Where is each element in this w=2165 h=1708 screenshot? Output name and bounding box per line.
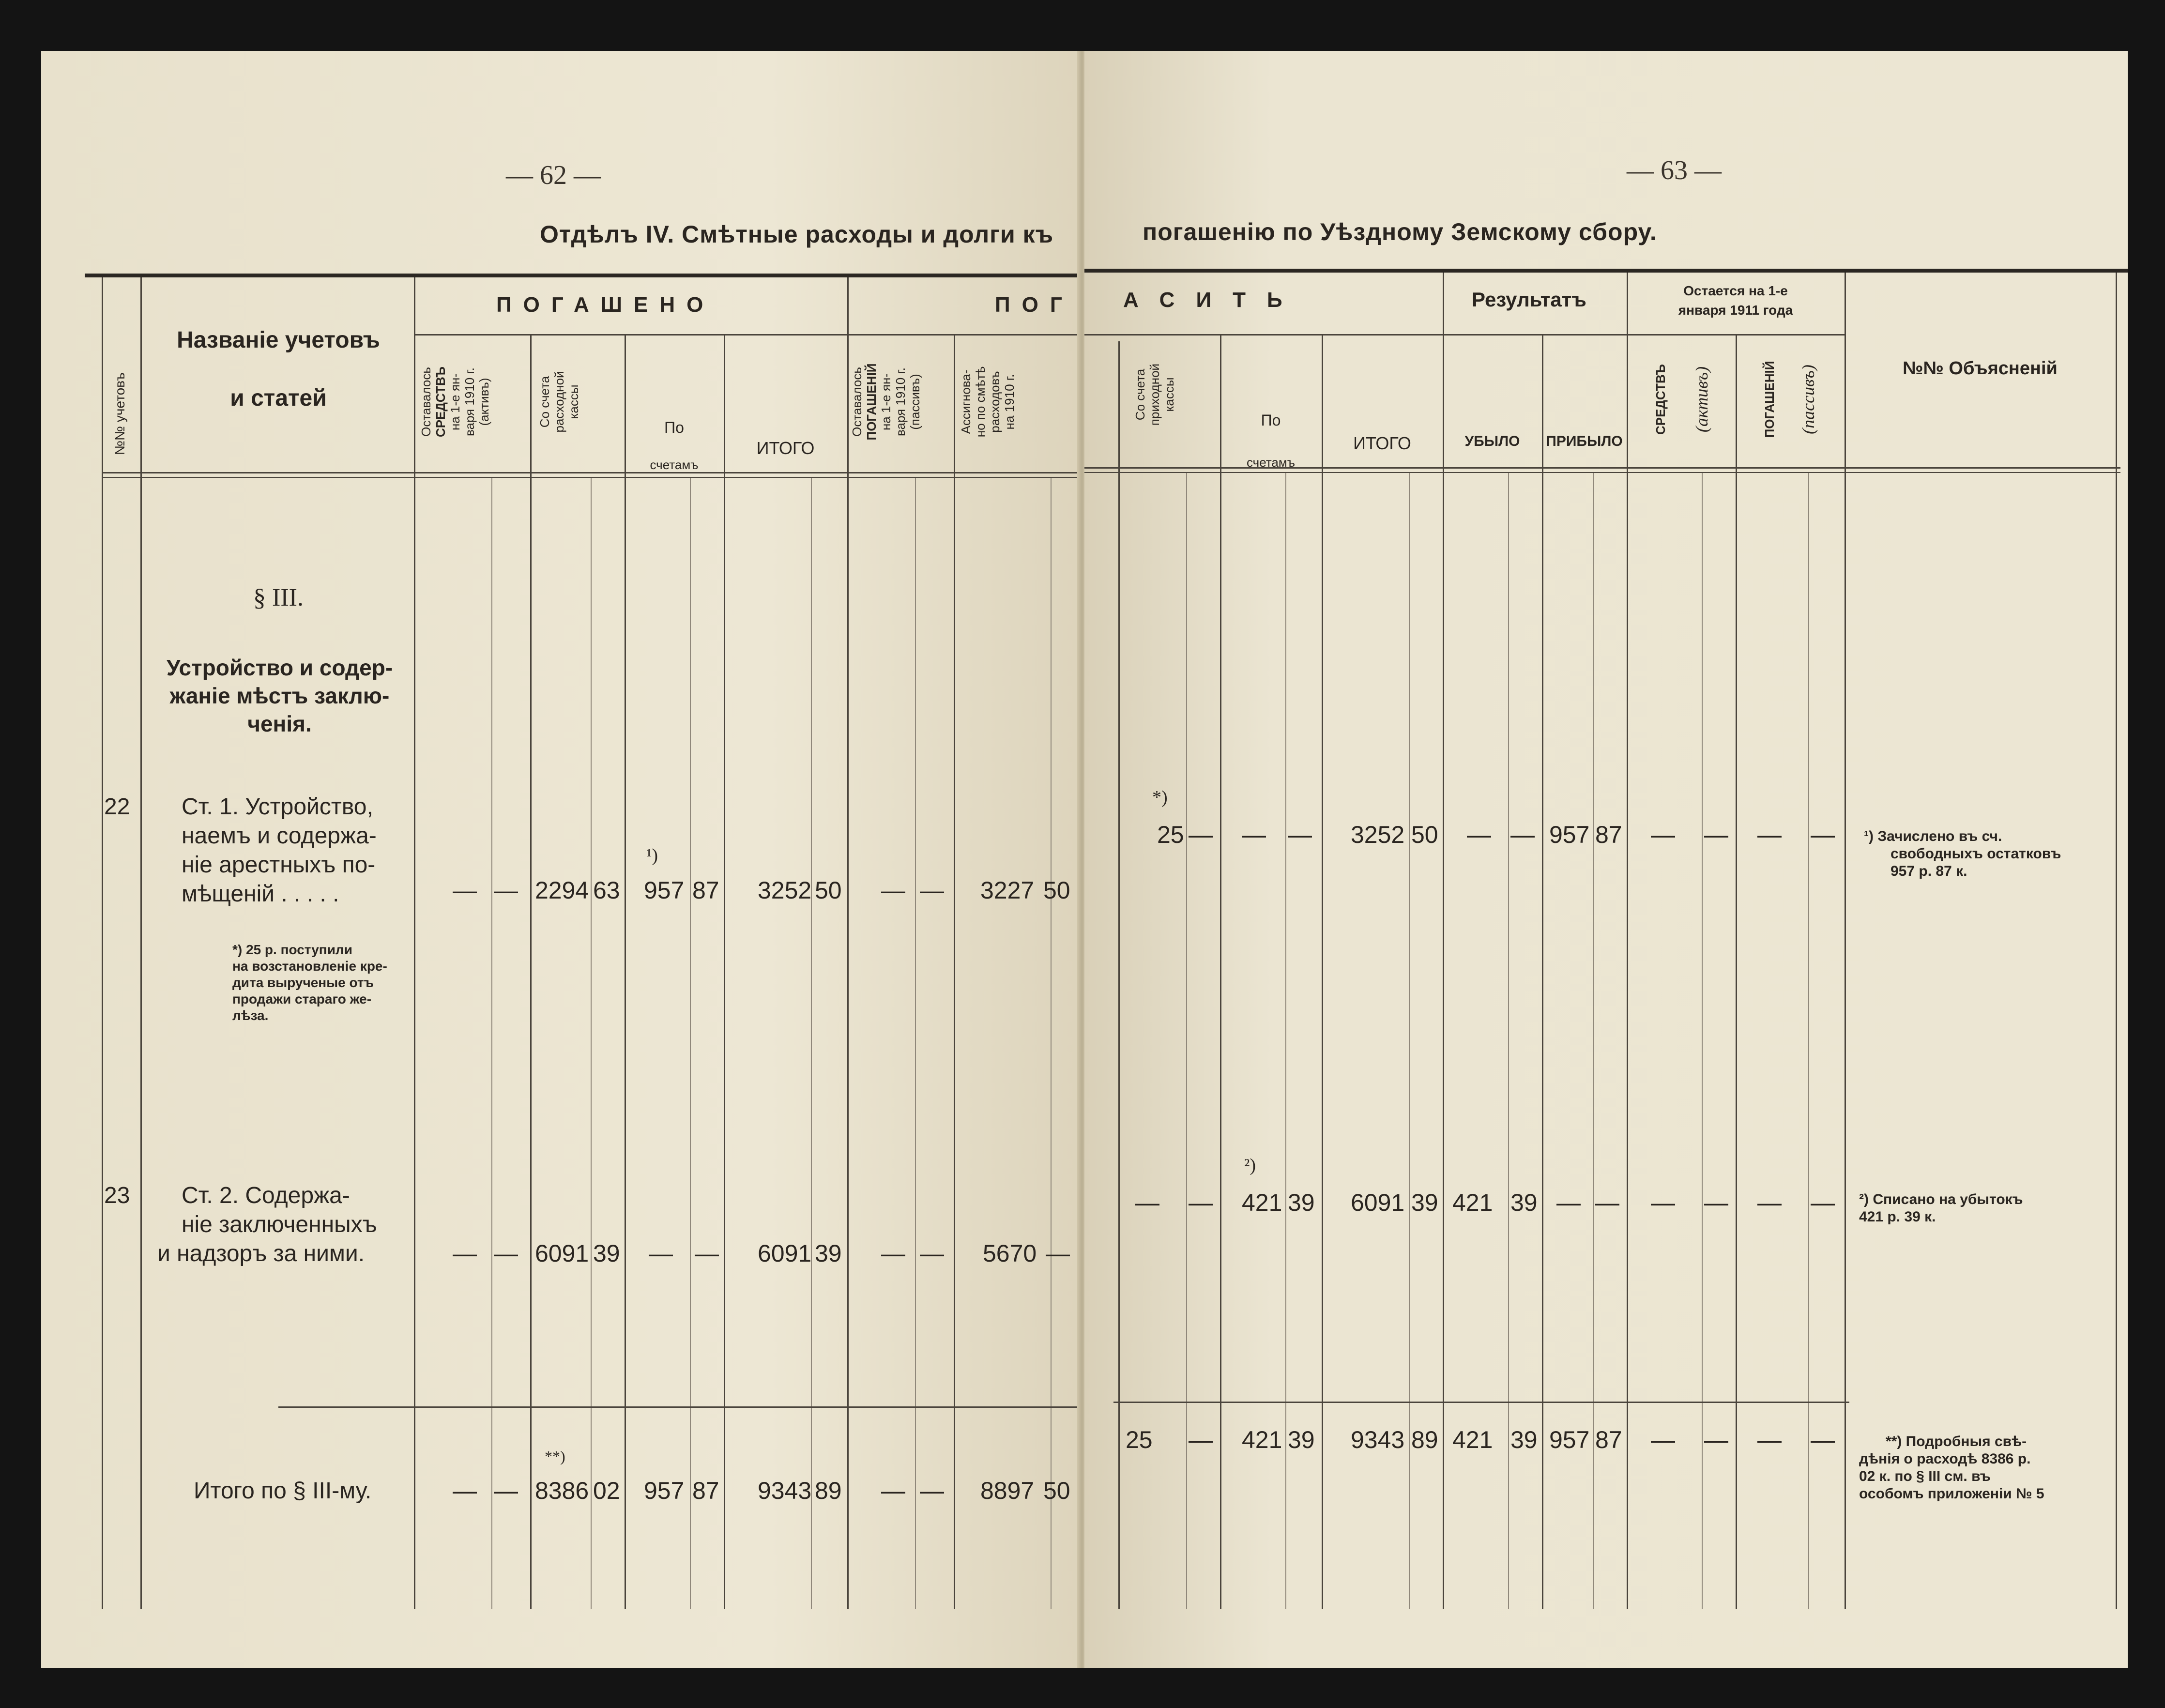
- total-pogash: —: [1757, 1426, 1782, 1453]
- row23-pribylo-k: —: [1595, 1189, 1619, 1216]
- header-pogasheno: ПОГАШЕНО: [496, 293, 715, 317]
- right-page: [1084, 51, 2128, 1668]
- heading-right: погашенію по Уѣздному Земскому сбору.: [1143, 218, 1657, 245]
- total-prihod-k: —: [1189, 1426, 1213, 1453]
- row23-itogo-r: 6091: [1351, 1189, 1405, 1216]
- row22-ostavalos-pog-k: —: [920, 877, 944, 904]
- row22-rashod-k: 63: [593, 877, 620, 904]
- row23-name-1: Ст. 2. Содержа-: [182, 1183, 350, 1208]
- row23-pogash: —: [1757, 1189, 1782, 1216]
- row22-ubylo-k: —: [1510, 821, 1535, 848]
- row23-name-2: ніе заключенныхъ: [182, 1212, 377, 1237]
- header-aktiv: (активъ): [1692, 366, 1711, 433]
- row22-expl-1: ¹) Зачислено въ сч.: [1864, 828, 2002, 844]
- section-title-2: жаніе мѣстъ заклю-: [169, 683, 390, 708]
- header-ostavalos-pogasheniy: Оставалось ПОГАШЕНІЙ на 1-е ян- варя 1910 г. (пассивъ): [850, 363, 922, 441]
- total-rashod-mark: **): [545, 1448, 565, 1465]
- row22-note-2: на возстановленіе кре-: [232, 959, 387, 974]
- total-rashod-k: 02: [593, 1477, 620, 1504]
- row23-sredstv: —: [1651, 1189, 1675, 1216]
- total-schetam-k: 87: [692, 1477, 719, 1504]
- total-assign: 8897: [980, 1477, 1035, 1504]
- row22-name-1: Ст. 1. Устройство,: [182, 794, 373, 820]
- row22-prihod: 25: [1157, 821, 1184, 848]
- header-obyasneniy: №№ Объясненій: [1903, 358, 2058, 379]
- row22-schetam: 957: [644, 877, 685, 904]
- row23-itogo: 6091: [758, 1240, 812, 1267]
- total-ostavalos-k: —: [494, 1477, 518, 1504]
- row22-rashod: 2294: [535, 877, 589, 904]
- page-number-right: — 63 —: [1627, 155, 1722, 185]
- header-so-scheta-prihodnoy: Со счета приходной кассы: [1133, 363, 1176, 426]
- total-itogo-r: 9343: [1351, 1426, 1405, 1453]
- header-pribylo: ПРИБЫЛО: [1546, 433, 1623, 449]
- header-so-scheta-rashodnoy: Со счета расходной кассы: [537, 371, 581, 433]
- row22-note-3: дита вырученые отъ: [232, 975, 374, 990]
- total-pribylo: 957: [1549, 1426, 1590, 1453]
- top-rule-right: [1084, 269, 2128, 273]
- total-pribylo-k: 87: [1595, 1426, 1622, 1453]
- row22-schetam-mark: ¹): [646, 845, 658, 866]
- row23-ubylo: 421: [1452, 1189, 1493, 1216]
- row22-schetam-k: 87: [692, 877, 719, 904]
- header-pog: ПОГ: [995, 293, 1074, 317]
- row22-sredstv-k: —: [1704, 821, 1728, 848]
- header-ostaetsya-1: Остается на 1-е: [1683, 283, 1788, 298]
- row23-ubylo-k: 39: [1510, 1189, 1538, 1216]
- row23-rashod-k: 39: [593, 1240, 620, 1267]
- row22-note-1: *) 25 р. поступили: [232, 942, 352, 957]
- row23-itogo-k: 39: [815, 1240, 842, 1267]
- left-page: [41, 51, 1080, 1668]
- row22-name-3: ніе арестныхъ по-: [182, 852, 376, 878]
- total-schetam-r-k: 39: [1288, 1426, 1315, 1453]
- heading-left: Отдѣлъ IV. Смѣтные расходы и долги къ: [540, 221, 1054, 248]
- row23-schetam: —: [649, 1240, 673, 1267]
- total-itogo-k: 89: [815, 1477, 842, 1504]
- row23-schetam-k: —: [695, 1240, 719, 1267]
- row23-schetam-r-mark: ²): [1244, 1155, 1256, 1175]
- row22-schetam-r: —: [1242, 821, 1266, 848]
- header-name-2: и статей: [230, 385, 327, 411]
- row23-assign: 5670: [983, 1240, 1037, 1267]
- section-title-3: ченія.: [247, 711, 312, 736]
- row22-expl-2: свободныхъ остатковъ: [1891, 846, 2061, 862]
- total-prihod: 25: [1126, 1426, 1153, 1453]
- row23-ostavalos-pog: —: [881, 1240, 905, 1267]
- header-pogasheniy: ПОГАШЕНІЙ: [1762, 361, 1777, 438]
- row23-expl-1: ²) Списано на убытокъ: [1859, 1191, 2023, 1207]
- row23-schetam-r-k: 39: [1288, 1189, 1315, 1216]
- page-number-left: — 62 —: [506, 160, 601, 190]
- row22-assign: 3227: [980, 877, 1035, 904]
- header-itogo-r: ИТОГО: [1353, 433, 1411, 453]
- row22-ubylo: —: [1467, 821, 1491, 848]
- header-ostavalos-sredstv: Оставалось СРЕДСТВЪ на 1-е ян- варя 1910 г. (активъ): [419, 366, 491, 438]
- total-assign-k: 50: [1043, 1477, 1070, 1504]
- total-expl-1: **) Подробныя свѣ-: [1886, 1434, 2027, 1449]
- row23-name-3: и надзоръ за ними.: [157, 1241, 365, 1266]
- row22-assign-k: 50: [1043, 877, 1070, 904]
- total-rashod: 8386: [535, 1477, 589, 1504]
- row22-prihod-mark: *): [1152, 787, 1168, 808]
- row22-itogo-k: 50: [815, 877, 842, 904]
- row23-ostavalos-pog-k: —: [920, 1240, 944, 1267]
- row22-pribylo-k: 87: [1595, 821, 1622, 848]
- row23-itogo-r-k: 39: [1411, 1189, 1438, 1216]
- row23-schetam-r: 421: [1242, 1189, 1282, 1216]
- row22-note-4: продажи стараго же-: [232, 991, 372, 1006]
- total-ubylo: 421: [1452, 1426, 1493, 1453]
- row22-itogo: 3252: [758, 877, 812, 904]
- row22-sredstv: —: [1651, 821, 1675, 848]
- header-num-col: №№ учетовъ: [112, 372, 127, 455]
- total-expl-2: дѣнія о расходѣ 8386 р.: [1859, 1451, 2031, 1467]
- header-assignovano: Ассигнова- но по смѣтѣ расходовъ на 1910 г.: [959, 366, 1017, 438]
- total-ostavalos-pog: —: [881, 1477, 905, 1504]
- total-pogash-k: —: [1811, 1426, 1835, 1453]
- row23-num: 23: [104, 1183, 130, 1208]
- header-schetam-r: счетамъ: [1246, 455, 1296, 470]
- row23-pogash-k: —: [1811, 1189, 1835, 1216]
- row22-name-4: мѣщеній . . . . .: [182, 881, 339, 907]
- row22-ostavalos: —: [453, 877, 477, 904]
- row22-pribylo: 957: [1549, 821, 1590, 848]
- row22-pogash-k: —: [1811, 821, 1835, 848]
- header-passiv: (пассивъ): [1799, 365, 1818, 434]
- header-itogo: ИТОГО: [756, 438, 815, 458]
- row22-prihod-k: —: [1189, 821, 1213, 848]
- row22-name-2: наемъ и содержа-: [182, 823, 377, 849]
- header-ubylo: УБЫЛО: [1464, 433, 1520, 449]
- row22-pogash: —: [1757, 821, 1782, 848]
- header-sredstv: СРЕДСТВЪ: [1653, 364, 1668, 435]
- row23-sredstv-k: —: [1704, 1189, 1728, 1216]
- total-schetam: 957: [644, 1477, 685, 1504]
- total-expl-3: 02 к. по § III см. въ: [1859, 1468, 1991, 1484]
- row23-expl-2: 421 р. 39 к.: [1859, 1209, 1936, 1225]
- total-schetam-r: 421: [1242, 1426, 1282, 1453]
- row22-num: 22: [104, 794, 130, 820]
- header-schetam: счетамъ: [650, 458, 699, 472]
- total-ubylo-k: 39: [1510, 1426, 1538, 1453]
- total-ostavalos-pog-k: —: [920, 1477, 944, 1504]
- row23-assign-k: —: [1046, 1240, 1070, 1267]
- total-sredstv: —: [1651, 1426, 1675, 1453]
- header-rezultat: Результатъ: [1472, 288, 1586, 311]
- row22-schetam-r-k: —: [1288, 821, 1312, 848]
- header-ostaetsya-2: января 1911 года: [1678, 303, 1793, 318]
- row22-ostavalos-k: —: [494, 877, 518, 904]
- row23-ostavalos: —: [453, 1240, 477, 1267]
- row22-ostavalos-pog: —: [881, 877, 905, 904]
- top-rule: [85, 274, 1080, 277]
- row23-prihod-k: —: [1189, 1189, 1213, 1216]
- row23-ostavalos-k: —: [494, 1240, 518, 1267]
- row22-itogo-r-k: 50: [1411, 821, 1438, 848]
- header-asit: АСИТЬ: [1123, 288, 1304, 312]
- section-title-1: Устройство и содер-: [166, 655, 393, 680]
- row22-expl-3: 957 р. 87 к.: [1891, 863, 1967, 879]
- book-spread: [41, 51, 2128, 1668]
- total-sredstv-k: —: [1704, 1426, 1728, 1453]
- row23-prihod: —: [1135, 1189, 1159, 1216]
- total-label: Итого по § III-му.: [194, 1478, 372, 1504]
- total-itogo-r-k: 89: [1411, 1426, 1438, 1453]
- row23-pribylo: —: [1556, 1189, 1581, 1216]
- row22-itogo-r: 3252: [1351, 821, 1405, 848]
- header-po-r: По: [1261, 412, 1281, 429]
- header-po: По: [664, 419, 684, 436]
- row22-note-5: лѣза.: [232, 1008, 269, 1023]
- total-itogo: 9343: [758, 1477, 812, 1504]
- total-ostavalos: —: [453, 1477, 477, 1504]
- header-name-1: Названіе учетовъ: [177, 327, 380, 353]
- total-expl-4: особомъ приложеніи № 5: [1859, 1486, 2044, 1502]
- section-mark: § III.: [253, 584, 304, 611]
- row23-rashod: 6091: [535, 1240, 589, 1267]
